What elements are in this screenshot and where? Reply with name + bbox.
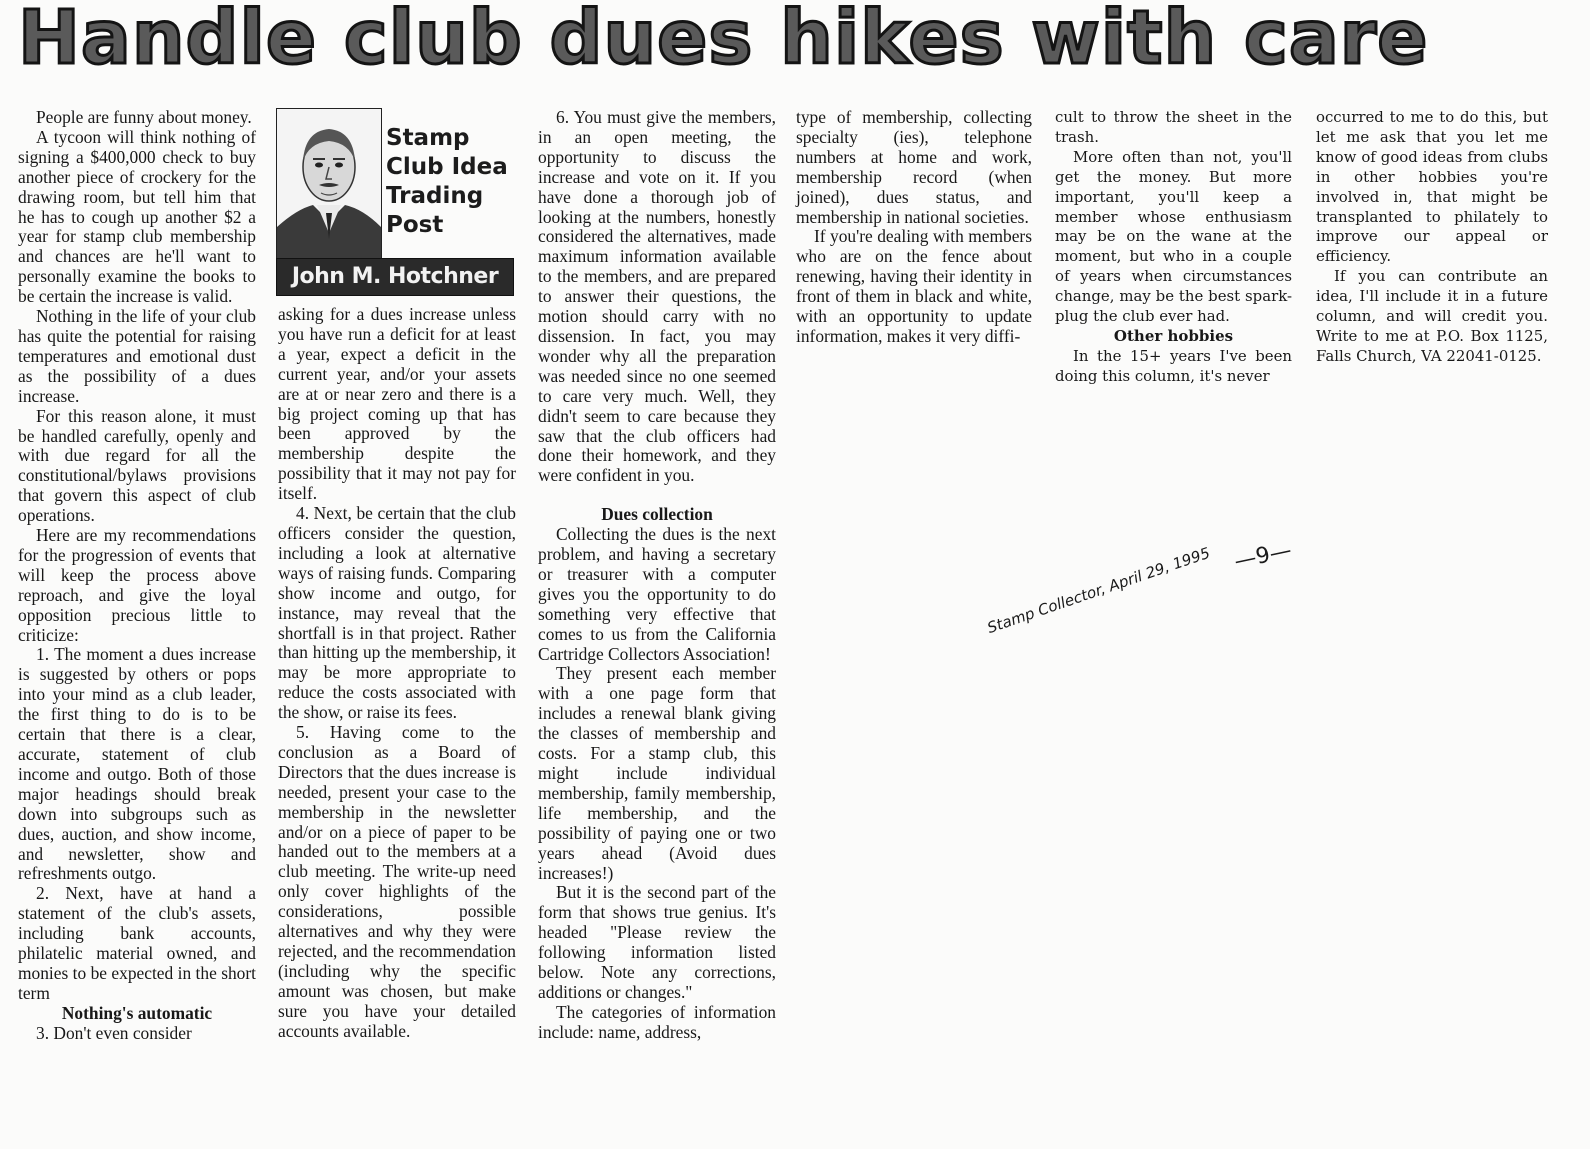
paragraph: Collecting the dues is the next problem, and having a secretary or treasurer with a computer gives you the opportunity to do something very effective that comes to us from the California Cartridge Collectors Association! [538, 524, 776, 664]
column-name-line: Club Idea [386, 154, 508, 180]
author-byline: John M. Hotchner [276, 258, 514, 296]
column-name-line: Trading [386, 183, 484, 209]
column-header [276, 108, 514, 294]
subheading-dues-collection: Dues collection [601, 504, 713, 525]
paragraph: If you're dealing with members who are on the fence about renewing, having their identity in front of them in black and white, with an opportunity to update information, makes it very diffi- [796, 226, 1032, 346]
headline: Handle club dues hikes with care [18, 0, 1429, 81]
author-portrait [276, 108, 382, 260]
publication-credit: Stamp Collector, April 29, 1995 [985, 543, 1213, 638]
article-column-5 [1055, 108, 1292, 387]
subheading-nothings-automatic: Nothing's automatic [61, 1002, 213, 1023]
column-name-line: Stamp [386, 125, 470, 151]
paragraph: 1. The moment a dues increase is suggested by others or pops into your mind as a club leader, the first thing to do is to be certain that there is a clear, accurate, statement of club income and outgo. Both of those major headings should break down into subgroups such as dues, auction, and show income, and newsletter, show and refreshments outgo. [18, 644, 256, 884]
paragraph: More often than not, you'll get the money. But more important, you'll keep a member whose enthusiasm may be on the wane at the moment, but who in a couple of years when circumstances change, may be the best spark-plug the club ever had. [1055, 147, 1292, 326]
page-number: —9— [1232, 537, 1294, 575]
author-photo-icon [277, 109, 381, 259]
article-column-4 [796, 108, 1032, 347]
paragraph: They present each member with a one page form that includes a renewal blank giving the classes of membership and costs. For a stamp club, this might include individual membership, family membership, life membership, and the possibility of paying one or two years ahead (Avoid dues increases!) [538, 663, 776, 883]
subheading-other-hobbies: Other hobbies [1113, 326, 1234, 345]
paragraph: The categories of information include: name, address, [538, 1001, 776, 1042]
paragraph: 5. Having come to the conclusion as a Board of Directors that the dues increase is needed, present your case to the membership in the newsletter and/or on a piece of paper to be handed out to the members at a club meeting. The write-up need only cover highlights of the considerations, possible alternatives and why they were rejected, and the recommendation (including why the specific amount was chosen, but make sure you have your detailed accounts available. [278, 722, 516, 1041]
column-name [386, 124, 514, 240]
paragraph: 4. Next, be certain that the club officers consider the question, including a look at alternative ways of raising funds. Comparing show income and outgo, for instance, may reveal that the shortfall is in that project. Rather than hitting up the membership, it may be more appropriate to reduce the costs associated with the show, or raise its fees. [278, 503, 516, 723]
paragraph: People are funny about money. [36, 107, 252, 127]
article-column-3 [538, 108, 776, 1043]
paragraph: Nothing in the life of your club has quite the potential for raising temperatures and emotional dust as the possibility of a dues increase. [18, 306, 256, 406]
paragraph: But it is the second part of the form that shows true genius. It's headed "Please review the following information listed below. Note any corrections, additions or changes." [538, 882, 776, 1002]
paragraph: type of membership, collecting specialty (ies), telephone numbers at home and work, membership record (when joined), dues status, and membership in national societies. [796, 107, 1032, 227]
article-column-1 [18, 108, 256, 1044]
paragraph: 6. You must give the members, in an open meeting, the opportunity to discuss the increase and vote on it. If you have done a thorough job of looking at the numbers, honestly considered the alternatives, made maximum information available to the members, and are prepared to answer their questions, the motion should carry with no dissension. In fact, you may wonder why all the preparation was needed since no one seemed to care very much. Well, they didn't seem to care because they saw that the club officers had done their homework, and they were confident in you. [538, 107, 776, 486]
paragraph: If you can contribute an idea, I'll include it in a future column, and will credit you. Write to me at P.O. Box 1125, Falls Church, VA 22041-0125. [1316, 267, 1548, 365]
article-column-2 [278, 305, 516, 1042]
paragraph: asking for a dues increase unless you have run a deficit for at least a year, expect a deficit in the current year, and/or your assets are at or near zero and there is a big project coming up that has been approved by the membership despite the possibility that it may not pay for itself. [278, 304, 516, 504]
paragraph: 2. Next, have at hand a statement of the club's assets, including bank accounts, philatelic material owned, and monies to be expected in the short term [18, 883, 256, 1003]
article-column-6 [1316, 108, 1548, 367]
paragraph: In the 15+ years I've been doing this column, it's never [1055, 346, 1292, 385]
paragraph: For this reason alone, it must be handled carefully, openly and with due regard for all the constitutional/bylaws provisions that govern this aspect of club operations. [18, 405, 256, 526]
paragraph: A tycoon will think nothing of signing a $400,000 check to buy another piece of crockery for the drawing room, but tell him that he has to cough up another $2 a year for stamp club membership and chances are he'll want to personally examine the books to be certain the increase is valid. [18, 126, 256, 307]
paragraph: occurred to me to do this, but let me ask that you let me know of good ideas from clubs in other hobbies you're involved in, that might be transplanted to philately to improve our appeal or efficiency. [1316, 108, 1548, 266]
column-name-line: Post [386, 212, 444, 238]
paragraph: Here are my recommendations for the progression of events that will keep the process above reproach, and give the loyal opposition precious little to criticize: [18, 525, 256, 645]
paragraph: 3. Don't even consider [36, 1022, 192, 1043]
paragraph: cult to throw the sheet in the trash. [1055, 108, 1292, 146]
